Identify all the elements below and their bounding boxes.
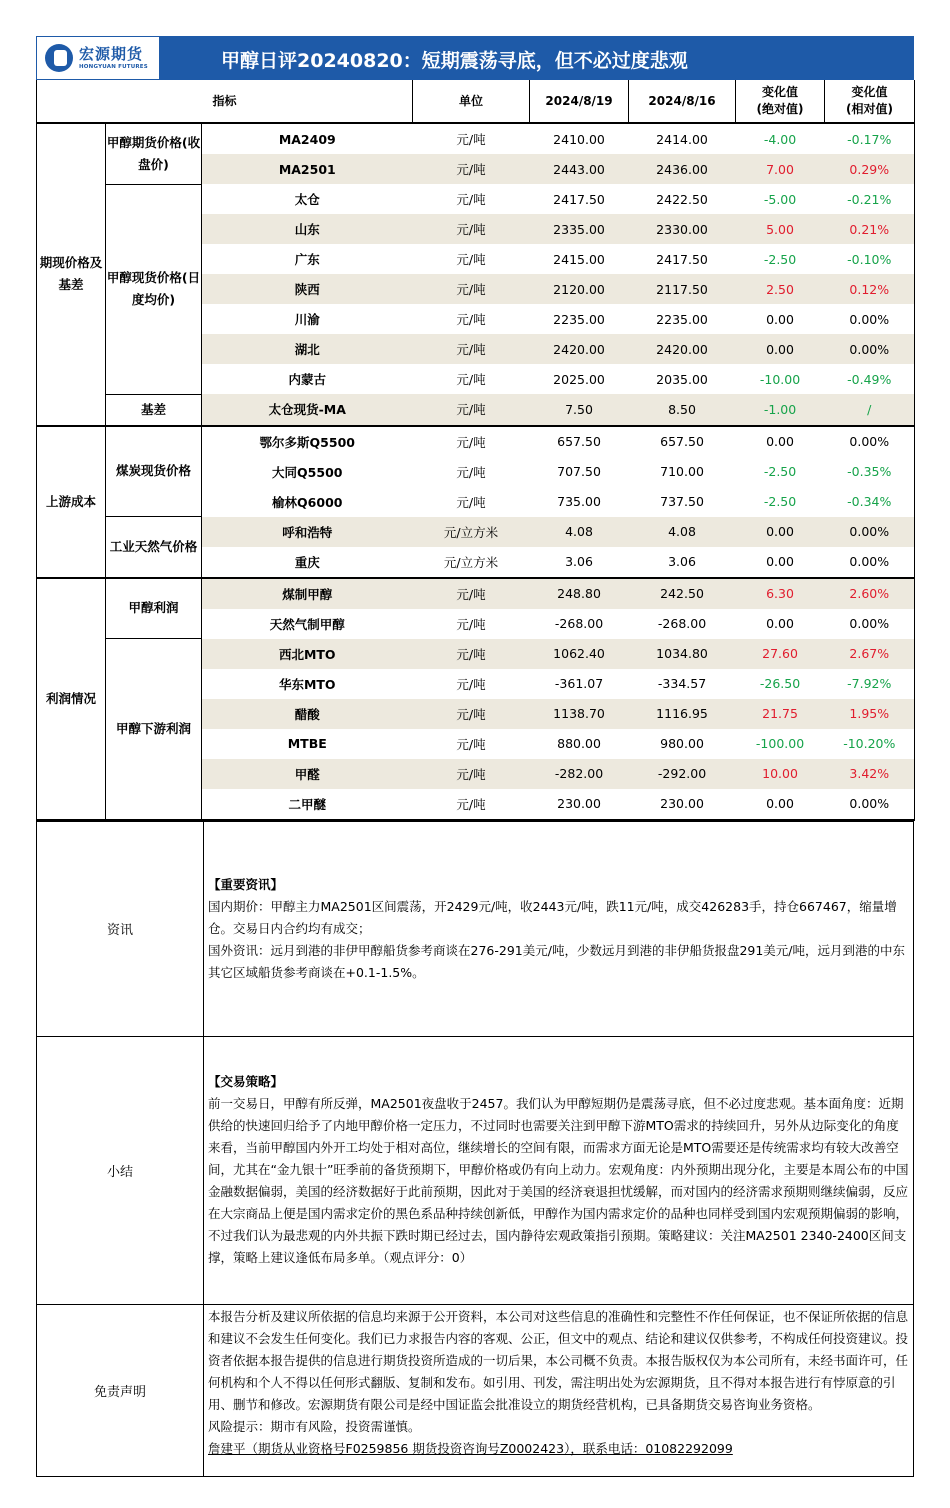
change-absolute: 0.00 <box>736 547 825 578</box>
change-absolute: 0.00 <box>766 616 794 631</box>
table-row <box>37 578 915 609</box>
change-relative: -7.92% <box>825 669 915 699</box>
unit-cell: 元/吨 <box>413 394 530 426</box>
change-relative: 0.21% <box>825 214 915 244</box>
change-absolute: -26.50 <box>759 676 801 691</box>
change-relative: 0.00% <box>825 789 915 820</box>
change-absolute: -5.00 <box>763 191 797 207</box>
disclaimer-body <box>204 1304 914 1476</box>
change-absolute: 10.00 <box>736 759 825 789</box>
indicator-name: 二甲醚 <box>202 789 413 820</box>
change-relative: 0.00% <box>825 426 915 457</box>
value-date2: 1116.95 <box>629 699 736 729</box>
value-date2: 2422.50 <box>656 191 708 207</box>
news-body <box>204 821 914 1036</box>
report-page <box>36 36 914 1477</box>
summary-body <box>204 1036 914 1304</box>
value-date1: 2415.00 <box>553 251 605 267</box>
value-date1: 1062.40 <box>530 639 629 669</box>
news-foreign: 国外资讯：远月到港的非伊甲醇船货参考商谈在276-291美元/吨，少数远月到港的非伊船货报盘291美元/吨，远月到港的中东其它区域船货参考商谈在+0.1-1.5%。 <box>208 942 906 980</box>
subgroup-basis: 基差 <box>106 394 202 426</box>
change-absolute: 0.00 <box>736 334 825 364</box>
indicator-name: 山东 <box>202 214 413 244</box>
unit-cell: 元/吨 <box>456 434 486 450</box>
value-date1: 248.80 <box>530 578 629 609</box>
unit-cell: 元/立方米 <box>413 547 530 578</box>
value-date2: 1034.80 <box>629 639 736 669</box>
header-date1: 2024/8/19 <box>530 80 629 123</box>
header-date2: 2024/8/16 <box>629 80 736 123</box>
change-relative: 0.29% <box>825 154 915 184</box>
disclaimer-text: 本报告分析及建议所依据的信息均来源于公开资料，本公司对这些信息的准确性和完整性不作任何保证，也不保证所依据的信息和建议不会发生任何变化。我们已力求报告内容的客观、公正，但文中的观点、结论和建议仅供参考，不构成任何投资建议。投资者依据本报告提供的信息进行期货投资所造成的一切后果，本公司概不负责。本报告版权仅为本公司所有，未经书面许可，任何机构和个人不得以任何形式翻版、复制和发布。如引用、刊发，需注明出处为宏源期货，且不得对本报告进行有悖原意的引用、删节和修改。宏源期货有限公司是经中国证监会批准设立的期货经营机构，已具备期货交易咨询业务资格。 <box>208 1308 909 1412</box>
disclaimer-section <box>37 1304 914 1476</box>
table-row <box>37 517 915 547</box>
value-date1: 2410.00 <box>553 131 605 147</box>
indicator-name: 川渝 <box>294 312 320 327</box>
change-relative: -0.21% <box>825 184 915 214</box>
value-date1: 657.50 <box>557 434 601 449</box>
value-date2: 657.50 <box>660 434 704 449</box>
unit-cell: 元/吨 <box>456 252 486 267</box>
change-relative: -0.35% <box>825 457 915 487</box>
value-date1: 2335.00 <box>530 214 629 244</box>
change-relative: 0.00% <box>825 517 915 547</box>
value-date1: 3.06 <box>530 547 629 578</box>
value-date1: 1138.70 <box>530 699 629 729</box>
price-table <box>36 80 915 821</box>
news-heading: 【重要资讯】 <box>208 876 284 892</box>
indicator-name: MTBE <box>287 736 327 751</box>
unit-cell: 元/吨 <box>456 464 486 480</box>
unit-cell: 元/吨 <box>413 789 530 820</box>
unit-cell: 元/吨 <box>413 154 530 184</box>
value-date1: 7.50 <box>530 394 629 426</box>
unit-cell: 元/吨 <box>413 274 530 304</box>
change-relative: 2.60% <box>825 578 915 609</box>
change-relative: -0.49% <box>825 364 915 394</box>
value-date2: 230.00 <box>629 789 736 820</box>
change-relative: -0.34% <box>825 487 915 517</box>
risk-warning: 风险提示：期市有风险，投资需谨慎。 <box>208 1418 421 1434</box>
change-absolute: 0.00 <box>736 789 825 820</box>
change-relative: 1.95% <box>825 699 915 729</box>
change-relative: 0.00% <box>825 609 915 639</box>
value-date2: 242.50 <box>629 578 736 609</box>
change-absolute: 0.00 <box>736 517 825 547</box>
indicator-name: 陕西 <box>202 274 413 304</box>
indicator-name: 天然气制甲醇 <box>269 616 345 632</box>
indicator-name: 太仓现货-MA <box>202 394 413 426</box>
header-unit: 单位 <box>413 80 530 123</box>
indicator-name: 华东MTO <box>278 676 336 692</box>
unit-cell: 元/吨 <box>413 334 530 364</box>
change-absolute: -2.50 <box>763 464 797 479</box>
indicator-name: 煤制甲醇 <box>202 578 413 609</box>
report-header <box>36 36 914 80</box>
indicator-name: 广东 <box>294 252 320 267</box>
value-date1: 707.50 <box>557 464 601 479</box>
indicator-name: MA2409 <box>278 131 336 147</box>
change-relative: 0.00% <box>825 547 915 578</box>
unit-cell: 元/吨 <box>413 578 530 609</box>
text-sections <box>36 821 914 1477</box>
disclaimer-label: 免责声明 <box>37 1304 204 1476</box>
news-section <box>37 821 914 1036</box>
indicator-name: 湖北 <box>202 334 413 364</box>
unit-cell: 元/吨 <box>456 616 486 632</box>
value-date2: -268.00 <box>657 616 707 631</box>
indicator-name: MA2501 <box>202 154 413 184</box>
indicator-name: 重庆 <box>202 547 413 578</box>
unit-cell: 元/吨 <box>456 736 486 752</box>
value-date1: -361.07 <box>554 676 604 691</box>
change-absolute: -2.50 <box>763 494 797 509</box>
value-date2: 3.06 <box>629 547 736 578</box>
summary-text: 前一交易日，甲醇有所反弹，MA2501夜盘收于2457。我们认为甲醇短期仍是震荡寻底，但不必过度悲观。基本面角度：近期供给的快速回归给予了内地甲醇价格一定压力，不过同时也需要关注到甲醇下游MTO需求的持续回升，另外从边际变化的角度来看，当前甲醇国内外开工均处于相对高位，继续增长的空间有限，而需求方面无论是MTO需要还是传统需求均有较大改善空间，尤其在“金九银十”旺季前的备货预期下，甲醇价格或仍有向上动力。宏观角度：内外预期出现分化，主要是本周公布的中国金融数据偏弱，美国的经济数据好于此前预期，因此对于美国的经济衰退担忧缓解，而对国内的经济需求预期则继续偏弱，反应在大宗商品上便是国内需求定价的黑色系品种持续创新低，甲醇作为国内需求定价的品种也同样受到国内宏观预期偏弱的影响，不过我们认为最悲观的内外共振下跌时期已经过去，国内静待宏观政策指引预期。策略建议：关注MA2501 2340-2400区间支撑，策略上建议逢低布局多单。（观点评分：0） <box>208 1096 909 1265</box>
value-date1: 2025.00 <box>553 371 605 387</box>
change-absolute: -1.00 <box>736 394 825 426</box>
logo-mark-icon <box>45 44 73 72</box>
value-date2: -292.00 <box>629 759 736 789</box>
change-absolute: -10.00 <box>759 371 801 387</box>
subgroup-spot-price: 甲醇现货价格(日度均价) <box>106 184 202 394</box>
indicator-name: 西北MTO <box>202 639 413 669</box>
analyst-info: 詹建平（期货从业资格号F0259856 期货投资咨询号Z0002423），联系电话：01082292099 <box>208 1440 733 1456</box>
value-date2: 2117.50 <box>629 274 736 304</box>
value-date2: 2035.00 <box>656 371 708 387</box>
value-date1: 2235.00 <box>553 311 605 327</box>
change-absolute: 0.00 <box>766 434 794 449</box>
change-absolute: 7.00 <box>736 154 825 184</box>
value-date1: 880.00 <box>557 736 601 751</box>
change-relative: 3.42% <box>825 759 915 789</box>
change-absolute: 5.00 <box>736 214 825 244</box>
indicator-name: 鄂尔多斯Q5500 <box>259 434 355 450</box>
summary-label: 小结 <box>37 1036 204 1304</box>
unit-cell: 元/吨 <box>456 192 486 207</box>
table-row <box>37 426 915 457</box>
value-date2: 2235.00 <box>656 311 708 327</box>
value-date1: 230.00 <box>530 789 629 820</box>
category-upstream: 上游成本 <box>37 426 106 578</box>
indicator-name: 内蒙古 <box>288 372 327 387</box>
value-date2: 710.00 <box>660 464 704 479</box>
change-relative: -0.10% <box>825 244 915 274</box>
summary-heading: 【交易策略】 <box>208 1074 284 1089</box>
change-absolute: -2.50 <box>763 251 797 267</box>
subgroup-coal-price: 煤炭现货价格 <box>106 426 202 517</box>
table-header-row <box>37 80 915 123</box>
value-date2: -334.57 <box>657 676 707 691</box>
subgroup-downstream-profit: 甲醇下游利润 <box>106 639 202 820</box>
value-date1: 735.00 <box>557 494 601 509</box>
unit-cell: 元/吨 <box>456 312 486 327</box>
value-date1: 2420.00 <box>530 334 629 364</box>
subgroup-futures-price: 甲醇期货价格(收盘价) <box>106 123 202 184</box>
change-relative: -10.20% <box>825 729 915 759</box>
value-date2: 2330.00 <box>629 214 736 244</box>
unit-cell: 元/吨 <box>456 676 486 692</box>
value-date2: 737.50 <box>660 494 704 509</box>
unit-cell: 元/吨 <box>413 699 530 729</box>
indicator-name: 呼和浩特 <box>202 517 413 547</box>
change-relative: 2.67% <box>825 639 915 669</box>
change-absolute: 6.30 <box>736 578 825 609</box>
value-date2: 2436.00 <box>629 154 736 184</box>
news-domestic: 国内期价：甲醇主力MA2501区间震荡，开2429元/吨，收2443元/吨，跌11元/吨，成交426283手，持仓667467，缩量增仓。交易日内合约均有成交； <box>208 898 897 936</box>
value-date1: 2417.50 <box>553 191 605 207</box>
indicator-name: 榆林Q6000 <box>272 494 343 510</box>
indicator-name: 甲醛 <box>202 759 413 789</box>
table-row <box>37 123 915 154</box>
value-date1: 4.08 <box>530 517 629 547</box>
logo-name-cn: 宏源期货 <box>79 45 144 63</box>
header-change-rel: 变化值 (相对值) <box>825 80 915 123</box>
logo-name-en: HONGYUAN FUTURES <box>79 64 148 70</box>
value-date2: 2414.00 <box>656 131 708 147</box>
header-change-abs: 变化值 (绝对值) <box>736 80 825 123</box>
change-relative: 0.00% <box>825 304 915 334</box>
indicator-name: 大同Q5500 <box>272 464 343 480</box>
indicator-name: 醋酸 <box>202 699 413 729</box>
change-absolute: 27.60 <box>736 639 825 669</box>
header-indicator: 指标 <box>37 80 413 123</box>
change-absolute: 21.75 <box>736 699 825 729</box>
category-profit: 利润情况 <box>37 578 106 820</box>
value-date2: 4.08 <box>629 517 736 547</box>
change-relative: -0.17% <box>825 123 915 154</box>
table-row <box>37 394 915 426</box>
table-row <box>37 639 915 669</box>
value-date1: 2443.00 <box>530 154 629 184</box>
table-row <box>37 184 915 214</box>
change-absolute: -4.00 <box>763 131 797 147</box>
change-relative: 0.00% <box>825 334 915 364</box>
company-logo <box>37 37 159 79</box>
unit-cell: 元/立方米 <box>413 517 530 547</box>
subgroup-methanol-profit: 甲醇利润 <box>106 578 202 639</box>
unit-cell: 元/吨 <box>456 372 486 387</box>
value-date2: 2417.50 <box>656 251 708 267</box>
change-relative: / <box>825 394 915 426</box>
change-absolute: 2.50 <box>736 274 825 304</box>
unit-cell: 元/吨 <box>456 494 486 510</box>
unit-cell: 元/吨 <box>413 759 530 789</box>
value-date1: 2120.00 <box>530 274 629 304</box>
subgroup-gas-price: 工业天然气价格 <box>106 517 202 578</box>
news-label: 资讯 <box>37 821 204 1036</box>
value-date2: 8.50 <box>629 394 736 426</box>
indicator-name: 太仓 <box>294 192 320 207</box>
value-date2: 980.00 <box>660 736 704 751</box>
unit-cell: 元/吨 <box>413 214 530 244</box>
value-date1: -268.00 <box>554 616 604 631</box>
category-spot_basis: 期现价格及基差 <box>37 123 106 426</box>
summary-section <box>37 1036 914 1304</box>
value-date2: 2420.00 <box>629 334 736 364</box>
change-absolute: 0.00 <box>766 311 794 327</box>
unit-cell: 元/吨 <box>456 132 486 147</box>
change-relative: 0.12% <box>825 274 915 304</box>
report-title: 甲醇日评20240820：短期震荡寻底，但不必过度悲观 <box>221 50 688 72</box>
change-absolute: -100.00 <box>755 736 805 751</box>
value-date1: -282.00 <box>530 759 629 789</box>
unit-cell: 元/吨 <box>413 639 530 669</box>
